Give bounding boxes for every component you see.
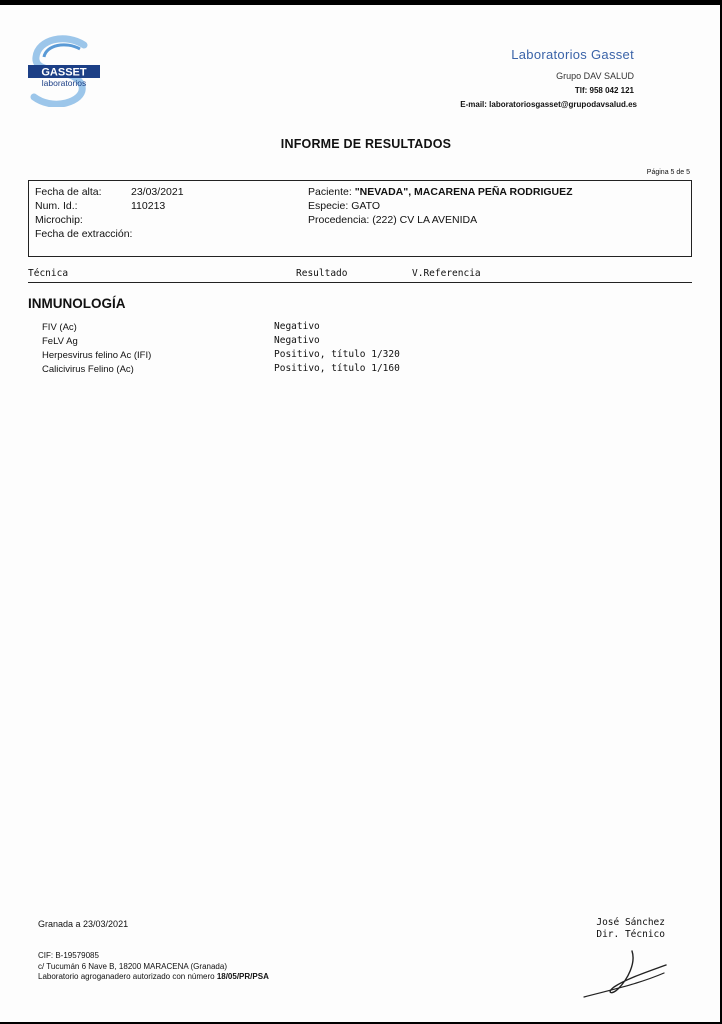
lab-header [460,47,637,109]
col-tecnica: Técnica [28,268,69,279]
paciente-row [308,185,573,199]
authorization-number: 18/05/PR/PSA [216,972,269,981]
especie-value: GATO [351,200,380,212]
col-referencia: V.Referencia [412,268,481,279]
result-name: FeLV Ag [42,336,78,347]
report-page [0,5,720,1022]
fecha-alta-row [35,185,184,199]
result-value: Negativo [274,321,320,332]
result-row [42,335,542,349]
paciente-label: Paciente: [308,186,352,198]
result-value: Negativo [274,335,320,346]
num-id-value: 110213 [131,200,166,212]
footer-cif: CIF: B-19579085 [38,951,99,960]
num-id-label: Num. Id.: [35,200,78,212]
logo-text-bottom: laboratorios [41,78,87,88]
patient-info-box [28,180,692,257]
num-id-row [35,199,184,213]
result-name: FIV (Ac) [42,322,77,333]
results-column-header [28,268,692,283]
result-value: Positivo, título 1/320 [274,349,400,360]
gasset-logo [26,35,102,107]
especie-label: Especie: [308,200,349,212]
extraccion-row [35,227,184,241]
procedencia-row [308,213,573,227]
footer-address: c/ Tucumán 6 Nave B, 18200 MARACENA (Granada) [38,961,227,971]
signer-role: Dir. Técnico [596,929,665,940]
extraccion-label: Fecha de extracción: [35,228,133,240]
fecha-alta-label: Fecha de alta: [35,186,102,198]
result-row [42,349,542,363]
signer-block [596,917,665,941]
procedencia-value: (222) CV LA AVENIDA [372,214,478,226]
microchip-label: Microchip: [35,214,83,226]
microchip-row [35,213,184,227]
paciente-value: "NEVADA", MACARENA PEÑA RODRIGUEZ [354,186,573,198]
logo-text-top: GASSET [41,66,87,79]
authorization-text: Laboratorio agroganadero autorizado con número [38,972,215,981]
procedencia-label: Procedencia: [308,214,370,226]
footer-authorization [38,972,269,983]
signature-image [566,945,686,1005]
lab-email: E-mail: laboratoriosgasset@grupodavsalud.es [460,100,637,109]
footer [38,951,269,983]
results-list [42,321,542,377]
result-row [42,363,542,377]
page-number: Página 5 de 5 [646,169,690,176]
report-title: INFORME DE RESULTADOS [280,137,452,151]
place-date: Granada a 23/03/2021 [38,919,129,929]
result-row [42,321,542,335]
lab-phone: Tlf: 958 042 121 [574,86,634,95]
col-resultado: Resultado [296,268,348,279]
result-value: Positivo, título 1/160 [274,363,400,374]
lab-group: Grupo DAV SALUD [556,71,634,81]
lab-name: Laboratorios Gasset [511,47,634,62]
result-name: Calicivirus Felino (Ac) [42,364,134,375]
fecha-alta-value: 23/03/2021 [131,186,184,198]
result-name: Herpesvirus felino Ac (IFI) [42,350,152,361]
especie-row [308,199,573,213]
signer-name: José Sánchez [596,917,665,928]
section-title: INMUNOLOGÍA [28,296,126,311]
